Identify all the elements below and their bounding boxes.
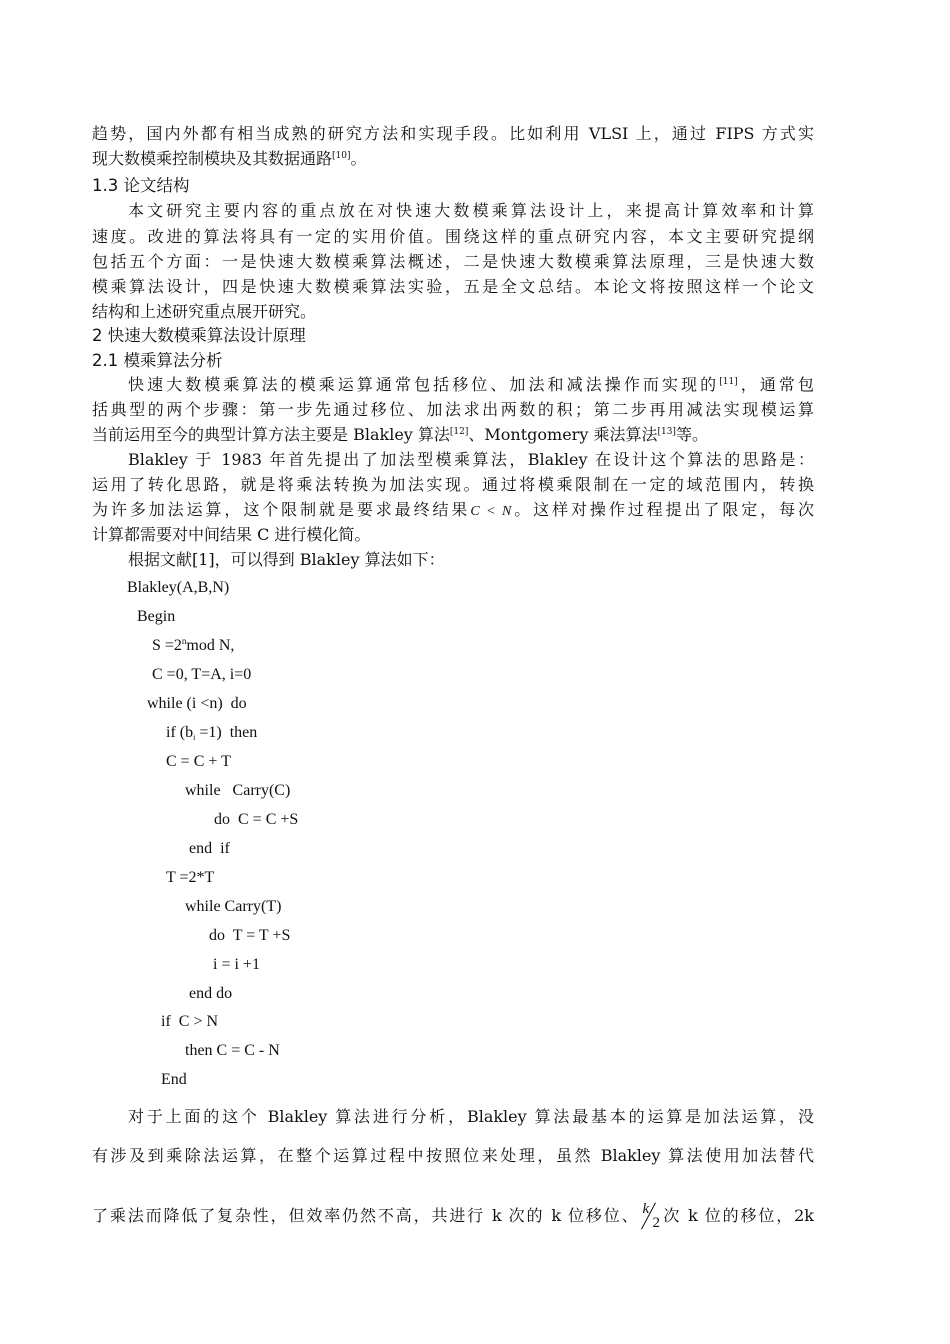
text: 。 [350,149,367,168]
section-heading-1-3: 1.3 论文结构 [92,176,190,195]
citation-12: [12] [449,427,469,437]
paragraph-structure-line-3: 包括五个方面：一是快速大数模乘算法概述，二是快速大数模乘算法原理，三是快速大数 [92,252,814,271]
code-line-2: Begin [137,608,176,625]
text: if (b [166,724,194,741]
text: 当前运用至今的典型计算方法主要是 Blakley 算法 [92,425,450,444]
text: mod N, [186,637,235,654]
text: 现大数模乘控制模块及其数据通路 [92,149,333,168]
paragraph-blakley-line-2: 运用了转化思路，就是将乘法转换为加法实现。通过将模乘限制在一定的域范围内，转换 [92,475,814,494]
paragraph-structure-line-2: 速度。改进的算法将具有一定的实用价值。围绕这样的重点研究内容，本文主要研究提纲 [92,227,814,246]
code-line-17: then C = C - N [185,1042,280,1059]
code-line-18: End [161,1071,187,1088]
paragraph-trend-line-2 [92,149,814,169]
code-line-13: do T = T +S [209,927,291,944]
paragraph-structure-line-4: 模乘算法设计，四是快速大数模乘算法实验，五是全文总结。本论文将按照这样一个论文 [92,277,814,296]
text: 、Montgomery 乘法算法 [468,425,658,444]
code-line-7: C = C + T [166,753,231,770]
fraction-numerator: k [642,1201,650,1217]
text: 。这样对操作过程提出了限定，每次 [511,500,814,519]
paragraph-analysis-line-3 [92,1201,814,1231]
paragraph-blakley-line-1: Blakley 于 1983 年首先提出了加法型模乘算法，Blakley 在设计这个算法的思路是： [128,450,814,469]
section-heading-2-1: 2.1 模乘算法分析 [92,351,223,370]
math-c-less-n: C < N [470,504,512,519]
paragraph-blakley-line-4: 计算都需要对中间结果 C 进行模化简。 [92,525,371,544]
citation-10: [10] [332,151,351,161]
subscript: i [193,733,196,742]
code-line-12: while Carry(T) [185,898,282,915]
code-line-5: while (i <n) do [147,695,247,712]
paragraph-structure-line-1: 本文研究主要内容的重点放在对快速大数模乘算法设计上，来提高计算效率和计算 [128,201,814,220]
text: =1) then [195,724,258,741]
code-line-10: end if [189,840,230,857]
text: S =2 [152,637,182,654]
code-line-6 [166,723,257,743]
code-line-4: C =0, T=A, i=0 [152,666,252,683]
text: 快速大数模乘算法的模乘运算通常包括移位、加法和减法操作而实现的 [128,375,720,394]
superscript: n [181,636,187,646]
paragraph-modmul-line-2: 括典型的两个步骤：第一步先通过移位、加法求出两数的积；第二步再用减法实现模运算 [92,400,814,419]
text: ，通常包 [737,375,814,394]
code-line-3 [152,636,234,656]
paragraph-analysis-line-2: 有涉及到乘除法运算，在整个运算过程中按照位来处理，虽然 Blakley 算法使用加法替代 [92,1146,814,1165]
text: 次 k 位的移位，2k [661,1206,814,1225]
code-line-11: T =2*T [166,869,215,886]
fraction-denominator: 2 [652,1215,660,1231]
citation-13: [13] [657,427,676,437]
paragraph-modmul-line-3 [92,425,814,445]
section-heading-2: 2 快速大数模乘算法设计原理 [92,326,306,345]
fraction-k-over-2 [639,1201,661,1231]
text: 了乘法而降低了复杂性，但效率仍然不高，共进行 k 次的 k 位移位、 [92,1206,640,1225]
code-line-15: end do [189,985,233,1002]
citation-11: [11] [719,377,738,387]
code-line-9: do C = C +S [214,811,299,828]
paragraph-structure-line-5: 结构和上述研究重点展开研究。 [92,302,317,321]
code-line-1: Blakley(A,B,N) [127,579,230,596]
paragraph-trend-line-1: 趋势，国内外都有相当成熟的研究方法和实现手段。比如利用 VLSI 上，通过 FIPS 方式实 [92,124,814,143]
code-line-16: if C > N [161,1013,219,1030]
code-line-14: i = i +1 [213,956,260,973]
paragraph-modmul-line-1 [128,375,814,395]
code-line-8: while Carry(C) [185,782,291,799]
paragraph-analysis-line-1: 对于上面的这个 Blakley 算法进行分析，Blakley 算法最基本的运算是加法运算，没 [128,1107,814,1126]
text: 等。 [675,425,708,444]
paragraph-blakley-line-3 [92,500,814,522]
text: 为许多加法运算，这个限制就是要求最终结果 [92,500,471,519]
paragraph-reference-intro: 根据文献[1]，可以得到 Blakley 算法如下： [128,550,445,569]
